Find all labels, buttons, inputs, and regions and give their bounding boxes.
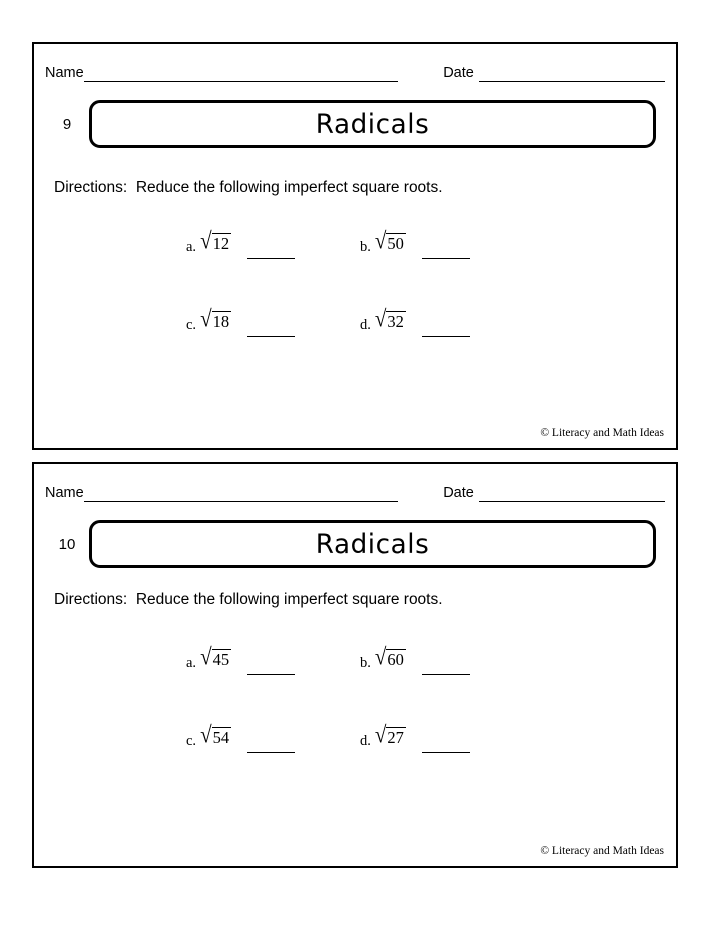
radical-expression: [374, 721, 406, 749]
radical-sign-icon: √: [374, 227, 387, 255]
problem-label: c.: [186, 317, 197, 333]
worksheet-panel-10: [32, 462, 678, 868]
page-number: 10: [58, 535, 76, 553]
problem-label: a.: [186, 239, 197, 255]
name-label: Name: [45, 65, 84, 81]
answer-blank[interactable]: [422, 732, 470, 753]
problems-grid: [34, 227, 676, 388]
radicand-value: 60: [387, 650, 404, 669]
radical-sign-icon: √: [200, 643, 212, 671]
worksheet-title: Radicals: [315, 108, 430, 140]
problem-row: [34, 305, 676, 388]
date-input-line[interactable]: [479, 67, 665, 82]
radicand-value: 50: [387, 234, 404, 253]
directions-text: Directions: Reduce the following imperfect square roots.: [54, 591, 443, 608]
title-box: [89, 100, 656, 148]
problem-row: [34, 643, 676, 726]
radicand-value: 32: [387, 312, 404, 331]
radicand-value: 18: [212, 312, 230, 331]
radicand-value: 54: [212, 728, 230, 747]
name-label: Name: [45, 485, 84, 501]
radical-expression: [374, 305, 406, 333]
problem-row: [34, 721, 676, 804]
worksheet-panel-9: [32, 42, 678, 450]
radical-expression: [374, 227, 406, 255]
radical-sign-icon: √: [200, 305, 212, 333]
problem-label: d.: [360, 317, 371, 333]
title-row: [45, 100, 665, 148]
radical-expression: [200, 227, 231, 255]
problem-label: b.: [360, 655, 371, 671]
problem-item: [186, 227, 360, 310]
radicand-value: 45: [212, 650, 230, 669]
problem-label: a.: [186, 655, 197, 671]
radical-expression: [200, 721, 231, 749]
date-label: Date: [443, 65, 474, 81]
radical-sign-icon: √: [374, 643, 387, 671]
problem-item: [360, 305, 540, 388]
problem-item: [360, 227, 540, 310]
name-input-line[interactable]: [84, 67, 398, 82]
problem-label: c.: [186, 733, 197, 749]
answer-blank[interactable]: [247, 654, 295, 675]
problem-label: d.: [360, 733, 371, 749]
answer-blank[interactable]: [422, 654, 470, 675]
problem-item: [186, 721, 360, 804]
answer-blank[interactable]: [422, 238, 470, 259]
problem-item: [186, 305, 360, 388]
answer-blank[interactable]: [422, 316, 470, 337]
date-input-line[interactable]: [479, 487, 665, 502]
name-date-row: [45, 60, 665, 82]
problem-item: [186, 643, 360, 726]
title-box: [89, 520, 656, 568]
answer-blank[interactable]: [247, 732, 295, 753]
date-label: Date: [443, 485, 474, 501]
answer-blank[interactable]: [247, 316, 295, 337]
copyright-credit: © Literacy and Math Ideas: [540, 427, 664, 439]
problem-label: b.: [360, 239, 371, 255]
radical-expression: [374, 643, 406, 671]
radicand-value: 12: [212, 234, 230, 253]
radicand-value: 27: [387, 728, 404, 747]
radical-sign-icon: √: [200, 721, 212, 749]
answer-blank[interactable]: [247, 238, 295, 259]
radical-sign-icon: √: [374, 721, 387, 749]
directions-text: Directions: Reduce the following imperfect square roots.: [54, 179, 443, 196]
problems-grid: [34, 643, 676, 804]
radical-expression: [200, 643, 231, 671]
problem-item: [360, 721, 540, 804]
radical-sign-icon: √: [374, 305, 387, 333]
copyright-credit: © Literacy and Math Ideas: [540, 845, 664, 857]
worksheet-title: Radicals: [315, 528, 430, 560]
name-date-row: [45, 480, 665, 502]
page-number: 9: [62, 115, 72, 133]
problem-row: [34, 227, 676, 310]
radical-expression: [200, 305, 231, 333]
radical-sign-icon: √: [200, 227, 212, 255]
title-row: [45, 520, 665, 568]
problem-item: [360, 643, 540, 726]
name-input-line[interactable]: [84, 487, 398, 502]
